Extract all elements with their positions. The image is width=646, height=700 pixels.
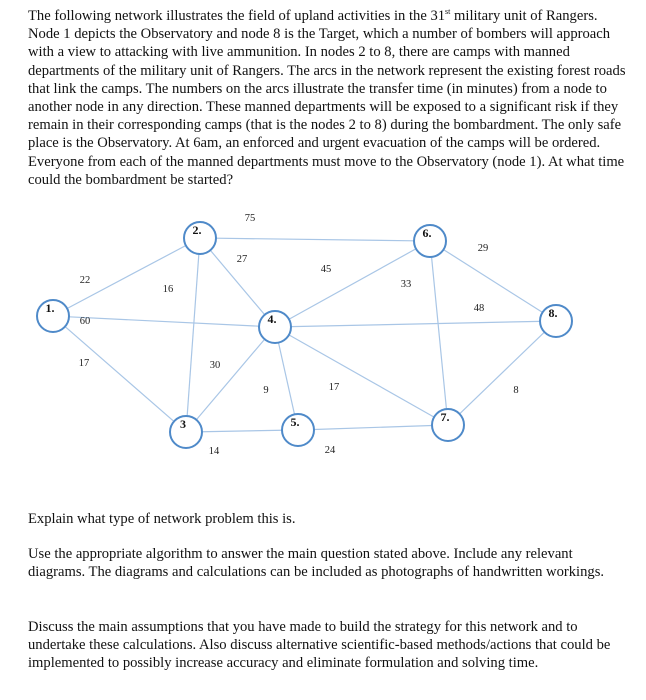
node-label-4: 4. bbox=[267, 312, 277, 326]
node-2 bbox=[184, 222, 216, 254]
question-1: Explain what type of network problem this is. bbox=[28, 511, 296, 527]
edge-4-8 bbox=[291, 321, 540, 326]
edge-weight-4-6: 45 bbox=[320, 264, 332, 275]
node-label-6: 6. bbox=[422, 226, 432, 240]
edge-weight-1-2: 22 bbox=[79, 275, 91, 286]
edge-weight-1-3: 17 bbox=[78, 358, 90, 369]
edge-weight-6-8: 29 bbox=[477, 243, 489, 254]
edge-6-7 bbox=[432, 257, 447, 409]
network-edges bbox=[65, 238, 544, 432]
node-1 bbox=[37, 300, 69, 332]
edge-4-5 bbox=[278, 343, 294, 415]
edge-weight-2-4: 27 bbox=[236, 254, 248, 265]
node-8 bbox=[540, 305, 572, 337]
node-label-2: 2. bbox=[192, 223, 202, 237]
node-label-3: 3 bbox=[180, 417, 186, 431]
network-nodes bbox=[37, 222, 572, 448]
edge-4-6 bbox=[289, 249, 416, 319]
intro-text-start: The following network illustrates the field of upland activities in the 31 bbox=[28, 8, 446, 24]
node-label-5: 5. bbox=[290, 415, 300, 429]
edge-weight-3-5: 14 bbox=[208, 446, 220, 457]
edge-1-3 bbox=[65, 327, 174, 422]
node-7 bbox=[432, 409, 464, 441]
edge-5-7 bbox=[314, 426, 432, 430]
edge-weight-1-4: 60 bbox=[79, 316, 91, 327]
node-circle-3 bbox=[170, 416, 202, 448]
edge-2-6 bbox=[216, 238, 414, 241]
node-4 bbox=[259, 311, 291, 343]
edge-2-3 bbox=[187, 254, 199, 416]
edge-weight-4-8: 48 bbox=[473, 303, 485, 314]
edge-weight-3-4: 30 bbox=[209, 360, 221, 371]
edge-7-8 bbox=[460, 332, 545, 414]
edge-weight-2-6: 75 bbox=[244, 213, 256, 224]
node-label-1: 1. bbox=[45, 301, 55, 315]
edge-6-8 bbox=[444, 250, 543, 313]
node-3 bbox=[170, 416, 202, 448]
edge-weight-6-7: 33 bbox=[400, 279, 412, 290]
node-5 bbox=[282, 414, 314, 446]
node-6 bbox=[414, 225, 446, 257]
edge-3-5 bbox=[202, 430, 282, 431]
edge-3-4 bbox=[196, 339, 264, 420]
node-label-8: 8. bbox=[548, 306, 558, 320]
node-label-7: 7. bbox=[440, 410, 450, 424]
ordinal-suffix: st bbox=[445, 7, 451, 17]
edge-weight-2-3: 16 bbox=[162, 284, 174, 295]
question-2: Use the appropriate algorithm to answer the main question stated above. Include any relevant diagrams. The diagrams and calculations can be included as photographs of handwritten workings. bbox=[28, 546, 605, 581]
edge-weight-7-8: 8 bbox=[513, 385, 519, 396]
question-3: Discuss the main assumptions that you have made to build the strategy for this network and to undertake these calculations. Also discuss alternative scientific-based methods/actions that could be implemented to possibly increase accuracy and eliminate formulation and solving time. bbox=[28, 619, 611, 672]
edge-weight-4-7: 17 bbox=[328, 382, 340, 393]
edge-weight-5-7: 24 bbox=[324, 445, 336, 456]
edge-4-7 bbox=[289, 335, 434, 417]
edge-weight-4-5: 9 bbox=[263, 385, 269, 396]
intro-text-end: military unit of Rangers. Node 1 depicts the Observatory and node 8 is the Target, which a number of bombers will approach with a view to attacking with live ammunition. In nodes 2 to 8, there are camps with manned departments of the military unit of Rangers. The arcs in the network represent the existing forest roads that link the camps. The numbers on the arcs illustrate the transfer time (in minutes) from a node to another node in any direction. These manned departments will be exposed to a significant risk if they remain in their corresponding camps (that is the nodes 2 to 8) during the bombardment. The only safe place is the Observatory. At 6am, an enforced and urgent evacuation of the camps will be ordered. Everyone from each of the manned departments must move to the Observatory (node 1). At what time could the bombardment be started? bbox=[28, 8, 626, 188]
edge-1-4 bbox=[69, 317, 259, 326]
